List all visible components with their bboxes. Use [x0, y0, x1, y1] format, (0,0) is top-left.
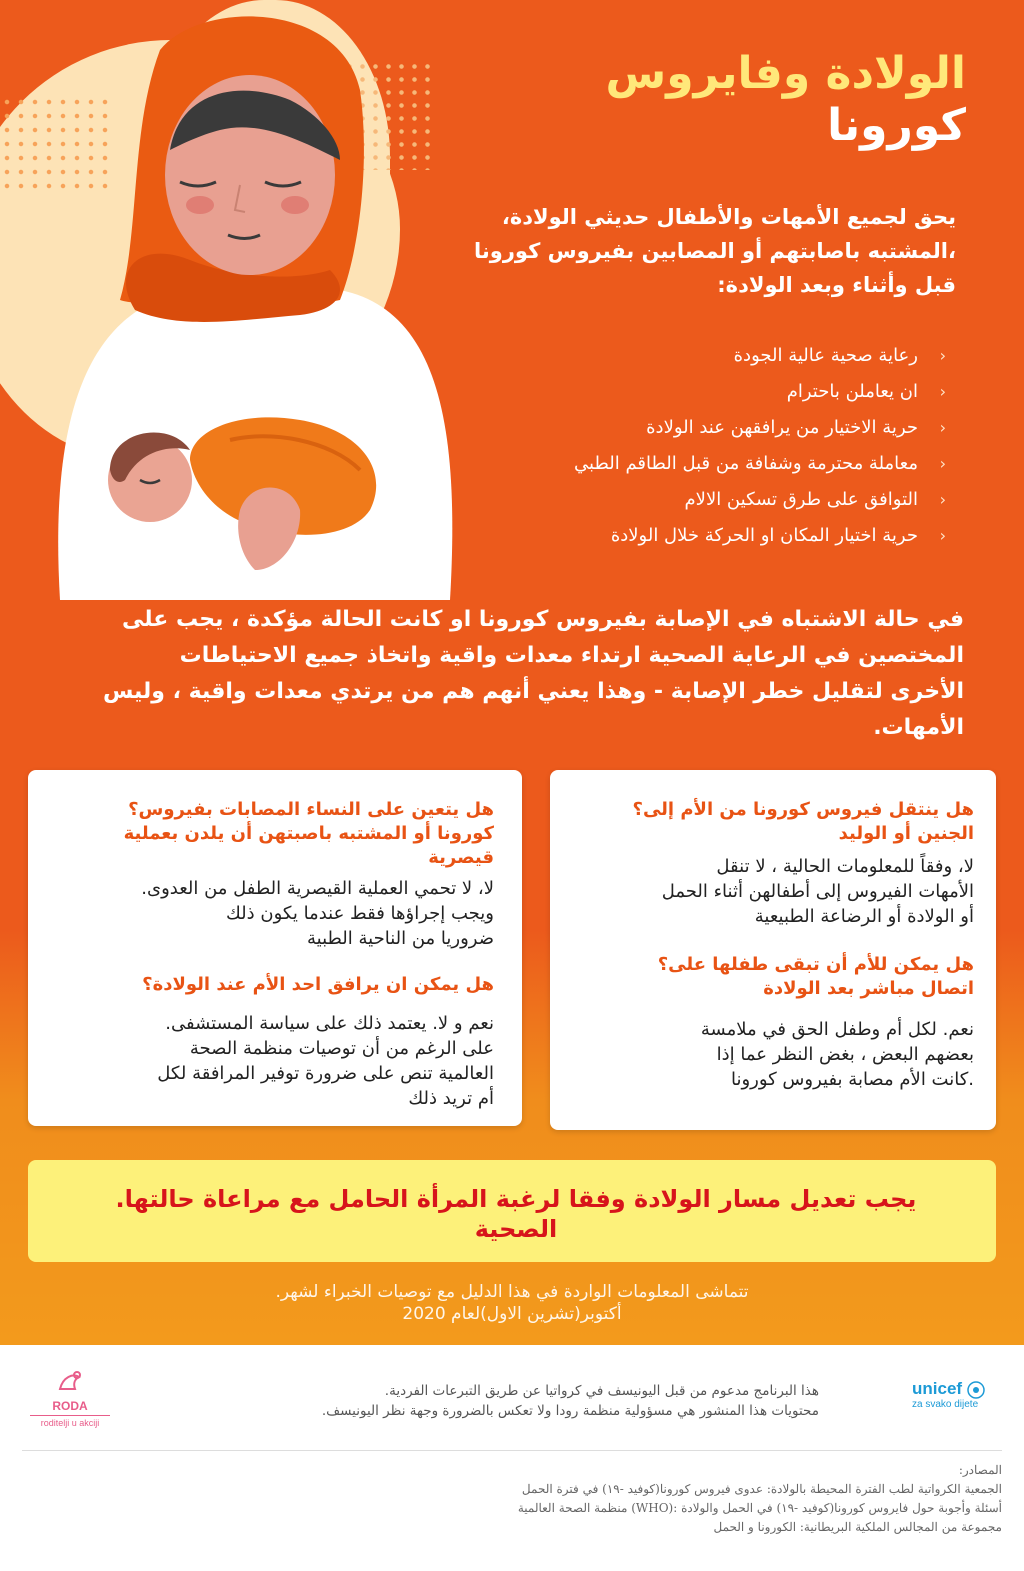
- mother-baby-illustration: [40, 10, 460, 600]
- expert-note-date: أكتوبر(تشرين الاول)لعام 2020: [402, 1304, 622, 1324]
- faq-answer: [44, 1011, 494, 1111]
- faq-answer: [564, 854, 974, 929]
- chevron-left-icon: ‹: [939, 454, 946, 473]
- chevron-left-icon: ‹: [939, 418, 946, 437]
- roda-logo: [30, 1369, 110, 1428]
- unicef-brand: unicef: [912, 1379, 963, 1398]
- rights-list-item: [476, 410, 946, 446]
- answer-line: نعم. لكل أم وطفل الحق في ملامسة: [700, 1019, 974, 1040]
- rights-list-item: [476, 446, 946, 482]
- answer-line: أو الولادة أو الرضاعة الطبيعية: [754, 906, 974, 927]
- answer-line: على الرغم من أن توصيات منظمة الصحة: [189, 1038, 494, 1059]
- sources-section: [22, 1450, 1002, 1537]
- rights-list-item: [476, 482, 946, 518]
- notice-line: المختصين في الرعاية الصحية ارتداء معدات واقية واتخاذ جميع الاحتياطات: [179, 643, 964, 668]
- answer-line: بعضهم البعض ، بغض النظر عما إذا: [716, 1044, 974, 1065]
- rights-list: [476, 338, 946, 554]
- answer-line: لا، وفقاً للمعلومات الحالية ، لا تنقل: [716, 856, 974, 877]
- answer-line: ضروريا من الناحية الطبية: [307, 928, 494, 949]
- faq-answer: [44, 876, 494, 951]
- rights-item-label: معاملة محترمة وشفافة من قبل الطاقم الطبي: [574, 453, 918, 474]
- banner-line: الصحية: [474, 1215, 558, 1243]
- roda-bird-icon: [55, 1369, 85, 1395]
- faq-card-transmission: [550, 770, 996, 1130]
- page-title: [446, 48, 966, 152]
- sponsor-text: [199, 1381, 819, 1421]
- title-line-2: كورونا: [827, 100, 966, 151]
- chevron-left-icon: ‹: [939, 526, 946, 545]
- question-line: هل يتعين على النساء المصابات بفيروس؟: [128, 799, 494, 820]
- sponsor-line: هذا البرنامج مدعوم من قبل اليونيسف في كرواتيا عن طريق التبرعات الفردية.: [384, 1383, 819, 1399]
- sources-heading: المصادر:: [958, 1463, 1002, 1477]
- rights-item-label: حرية الاختيار من يرافقهن عند الولادة: [646, 417, 918, 438]
- answer-line: ويجب إجراؤها فقط عندما يكون ذلك: [225, 903, 494, 924]
- source-item: أسئلة وأجوبة حول فايروس كورونا(كوفيد -١٩) في الحمل والولادة :(WHO) منظمة الصحة العالمية: [517, 1501, 1002, 1515]
- roda-tagline: roditelji u akciji: [30, 1415, 110, 1428]
- rights-item-label: التوافق على طرق تسكين الالام: [684, 489, 918, 510]
- answer-line: أم تريد ذلك: [408, 1088, 494, 1109]
- banner-line: يجب تعديل مسار الولادة وفقا لرغبة المرأة الحامل مع مراعاة حالتها.: [115, 1185, 917, 1213]
- rights-item-label: حرية اختيار المكان او الحركة خلال الولادة: [610, 525, 918, 546]
- intro-line: يحق لجميع الأمهات والأطفال حديثي الولادة،: [501, 205, 956, 229]
- protection-notice: [54, 602, 964, 746]
- source-item: الجمعية الكرواتية لطب الفترة المحيطة بالولادة: عدوى فيروس كورونا(كوفيد -١٩) في فترة الحمل: [521, 1482, 1002, 1496]
- question-line: الجنين أو الوليد: [838, 823, 974, 844]
- sponsor-line: محتويات هذا المنشور هي مسؤولية منظمة رودا ولا تعكس بالضرورة وجهة نظر اليونيسف.: [321, 1403, 819, 1419]
- rights-item-label: ان يعاملن باحترام: [786, 381, 918, 402]
- chevron-left-icon: ‹: [939, 382, 946, 401]
- question-line: هل ينتقل فيروس كورونا من الأم إلى؟: [632, 799, 974, 820]
- answer-line: نعم و لا. يعتمد ذلك على سياسة المستشفى.: [165, 1013, 494, 1034]
- notice-line: الأخرى لتقليل خطر الإصابة - وهذا يعني أنهم هم من يرتدي معدات واقية ، وليس: [102, 679, 964, 704]
- faq-question: [44, 973, 494, 997]
- rights-list-item: [476, 374, 946, 410]
- notice-line: الأمهات.: [873, 715, 964, 740]
- faq-answer: [564, 1017, 974, 1092]
- banner-text: [76, 1184, 956, 1244]
- intro-text: [396, 200, 956, 302]
- rights-item-label: رعاية صحية عالية الجودة: [733, 345, 918, 366]
- answer-line: .كانت الأم مصابة بفيروس كورونا: [730, 1069, 974, 1090]
- source-item: مجموعة من المجالس الملكية البريطانية: الكورونا و الحمل: [713, 1520, 1002, 1534]
- question-line: هل يمكن للأم أن تبقى طفلها على؟: [657, 954, 974, 975]
- rights-list-item: [476, 338, 946, 374]
- question-line: قيصرية: [428, 847, 494, 868]
- unicef-emblem-icon: [967, 1381, 985, 1399]
- roda-brand: RODA: [52, 1399, 88, 1413]
- key-message-banner: [28, 1160, 996, 1262]
- faq-question: [44, 798, 494, 870]
- rights-list-item: [476, 518, 946, 554]
- faq-card-delivery: [28, 770, 522, 1126]
- answer-line: لا، لا تحمي العملية القيصرية الطفل من العدوى.: [141, 878, 494, 899]
- unicef-logo: [912, 1379, 985, 1410]
- question-line: اتصال مباشر بعد الولادة: [763, 978, 974, 999]
- question-line: كورونا أو المشتبه باصبتهن أن يلدن بعملية: [123, 823, 494, 844]
- answer-line: الأمهات الفيروس إلى أطفالهن أثناء الحمل: [661, 881, 974, 902]
- expert-note: تتماشى المعلومات الواردة في هذا الدليل مع توصيات الخبراء لشهر.: [275, 1282, 749, 1302]
- sponsor-bar: [0, 1345, 1024, 1445]
- chevron-left-icon: ‹: [939, 490, 946, 509]
- question-line: هل يمكن ان يرافق احد الأم عند الولادة؟: [142, 974, 494, 995]
- title-line-1: الولادة وفايروس: [605, 48, 966, 99]
- answer-line: العالمية تنص على ضرورة توفير المرافقة لكل: [157, 1063, 494, 1084]
- intro-line: ،المشتبه باصابتهم أو المصابين بفيروس كورونا: [474, 239, 956, 263]
- chevron-left-icon: ‹: [939, 346, 946, 365]
- faq-question: [564, 953, 974, 1001]
- unicef-tagline: za svako dijete: [912, 1399, 979, 1410]
- faq-question: [564, 798, 974, 846]
- notice-line: في حالة الاشتباه في الإصابة بفيروس كورونا او كانت الحالة مؤكدة ، يجب على: [122, 607, 964, 632]
- intro-line: قبل وأثناء وبعد الولادة:: [717, 273, 956, 297]
